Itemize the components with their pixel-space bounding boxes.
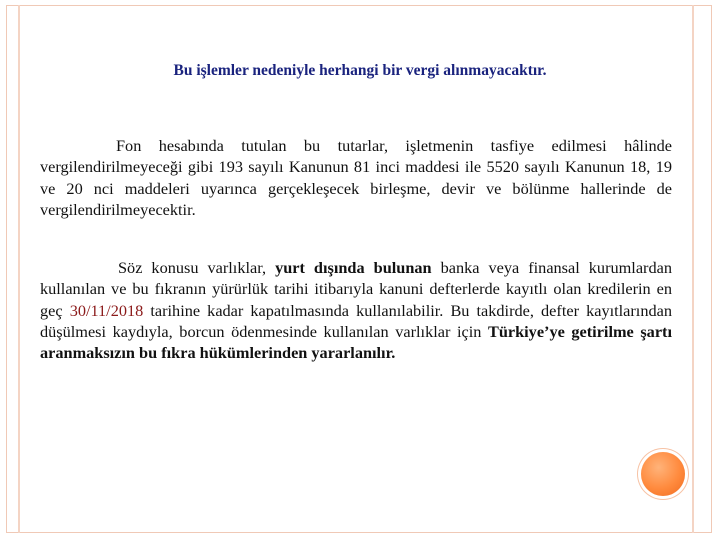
paragraph-foreign-assets [40,257,672,363]
p2-bold-condition: Türkiye’ye getirilme şartı aranmaksızın bu fıkra hükümlerinden yararlanılır. [40,321,672,363]
left-decorative-rule [18,5,20,533]
orange-circle-decoration [641,452,685,496]
p2-deadline-date: 30/11/2018 [69,300,144,320]
p2-part3: tarihine kadar kapatılmasında kullanılabilir. Bu takdirde, defter kayıtlarından düşülmesi kaydıyla, borcun ödenmesinde kullanılan varlıklar için [40,300,672,341]
p2-part1: Söz konusu varlıklar, [118,258,276,277]
slide-heading: Bu işlemler nedeniyle herhangi bir vergi alınmayacaktır. [173,62,547,79]
right-decorative-rule [692,5,694,533]
p2-bold-abroad: yurt dışında bulunan [275,258,432,277]
paragraph-fund-account [40,135,672,220]
p2-part2: banka veya finansal kurumlardan kullanılan ve bu fıkranın yürürlük tarihi itibarıyla kanuni defterlerde kayıtlı olan kredilerin en geç [40,258,672,320]
paragraph-fund-account-text: Fon hesabında tutulan bu tutarlar, işletmenin tasfiye edilmesi hâlinde vergilendirilmeyeceği gibi 193 sayılı Kanunun 81 inci maddesi ile 5520 sayılı Kanunun 18, 19 ve 20 nci maddeleri uyarınca gerçekleşecek birleşme, devir ve bölünme hallerinde de vergilendirilmeyecektir. [40,136,672,219]
